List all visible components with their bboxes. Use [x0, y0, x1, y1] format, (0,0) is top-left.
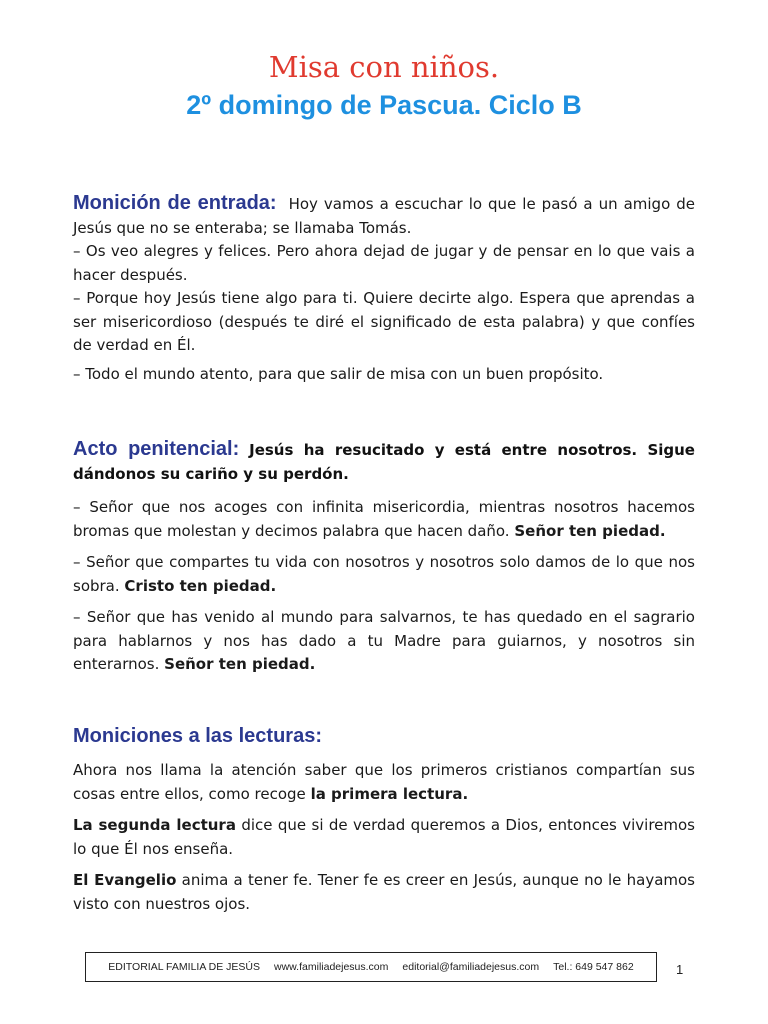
section-heading-row	[73, 725, 695, 750]
section-moniciones-lecturas	[73, 725, 695, 917]
paragraph	[73, 759, 695, 806]
paragraph	[73, 869, 695, 916]
paragraph: – Todo el mundo atento, para que salir de misa con un buen propósito.	[73, 364, 604, 383]
section-heading: Monición de entrada:	[73, 192, 277, 214]
intro-bold: Jesús ha resucitado y está entre nosotros. Sigue dándonos su cariño y su perdón.	[73, 441, 695, 483]
paragraph	[73, 814, 695, 861]
footer-email: editorial@familiadejesus.com	[402, 961, 540, 973]
paragraph-text: Ahora nos llama la atención saber que los primeros cristianos compartían sus cosas entre ellos, como recoge	[73, 761, 695, 803]
paragraph-bold: El Evangelio	[73, 871, 177, 889]
paragraph: – Porque hoy Jesús tiene algo para ti. Quiere decirte algo. Espera que aprendas a ser misericordioso (después te diré el significado de esta palabra) y que confíes de verdad en Él.	[73, 289, 695, 354]
invocation-response: Cristo ten piedad.	[124, 576, 277, 595]
footer-box	[85, 952, 657, 982]
paragraph	[73, 606, 695, 677]
page-number: 1	[676, 962, 684, 977]
paragraph-text: dice que si de verdad queremos a Dios, entonces viviremos lo que Él nos enseña.	[73, 816, 695, 858]
intro-text: Hoy vamos a escuchar lo que le pasó a un amigo de Jesús que no se enteraba; se llamaba Tomás.	[73, 195, 696, 237]
paragraph-bold: La segunda lectura	[73, 816, 236, 834]
footer-publisher: EDITORIAL FAMILIA DE JESÚS	[108, 961, 261, 973]
document-title: Misa con niños.	[268, 50, 500, 84]
invocation-text: – Señor que compartes tu vida con nosotros y nosotros solo damos de lo que nos sobra.	[73, 553, 695, 595]
monicion-entrada-intro	[73, 192, 695, 240]
invocation-response: Señor ten piedad.	[164, 655, 316, 673]
paragraph-bold: la primera lectura.	[310, 784, 469, 803]
footer-website: www.familiadejesus.com	[274, 961, 389, 973]
section-monicion-entrada	[73, 192, 695, 386]
section-heading: Acto penitencial:	[73, 438, 240, 460]
invocation-text: – Señor que nos acoges con infinita misericordia, mientras nosotros hacemos bromas que molestan y decimos palabra que hacen daño.	[73, 498, 695, 540]
paragraph	[73, 496, 695, 543]
acto-penitencial-intro	[73, 438, 695, 486]
paragraph: – Os veo alegres y felices. Pero ahora dejad de jugar y de pensar en lo que vais a hacer después.	[73, 242, 695, 284]
invocation-text: – Señor que has venido al mundo para salvarnos, te has quedado en el sagrario para hablarnos y nos has dado a tu Madre para guiarnos, y nosotros sin enterarnos.	[73, 608, 695, 673]
document-body	[73, 192, 695, 916]
paragraph-text: anima a tener fe. Tener fe es creer en Jesús, aunque no le hayamos visto con nuestros ojos.	[73, 871, 695, 913]
invocation-response: Señor ten piedad.	[514, 521, 666, 540]
paragraph	[73, 551, 695, 598]
section-acto-penitencial	[73, 438, 695, 677]
footer-phone: Tel.: 649 547 862	[553, 961, 634, 973]
section-heading: Moniciones a las lecturas:	[73, 724, 322, 747]
document-subtitle: 2º domingo de Pascua. Ciclo B	[186, 90, 582, 120]
